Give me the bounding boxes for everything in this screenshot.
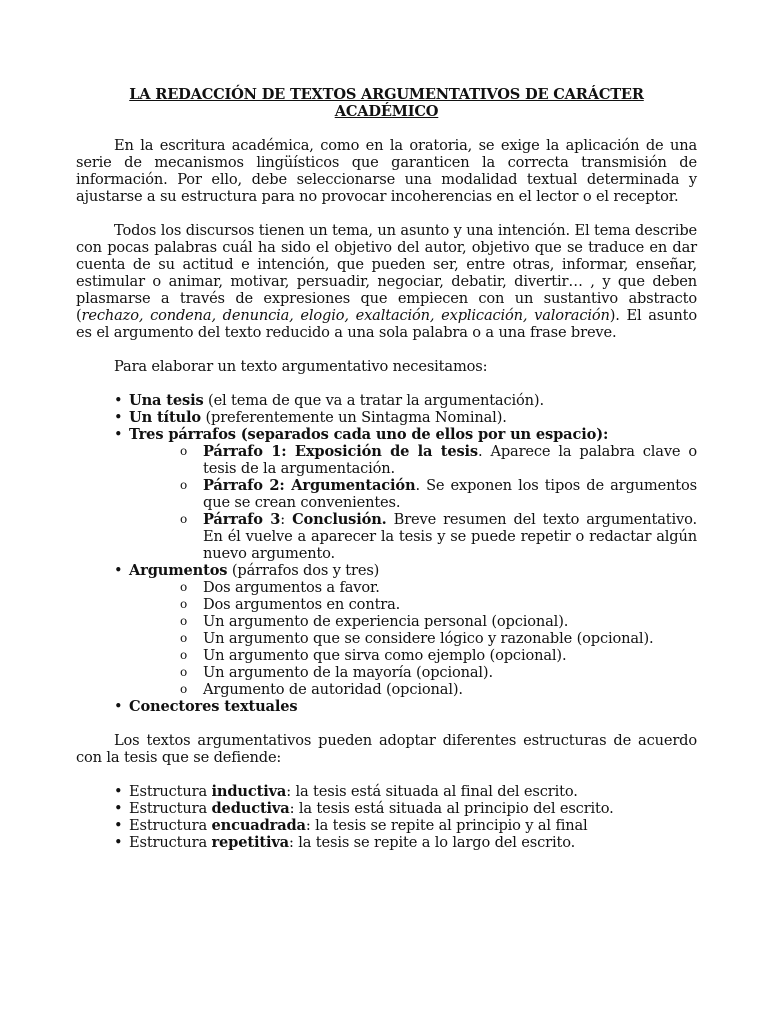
abstract-nouns-examples: rechazo, condena, denuncia, elogio, exaltación, explicación, valoración — [81, 307, 610, 324]
sublist-item: o Dos argumentos a favor. — [180, 579, 380, 596]
circle-bullet-icon: o — [180, 682, 188, 696]
sublist-item-parrafo-1: o Párrafo 1: Exposición de la tesis. Aparece la palabra clave o tesis de la argumentación. — [180, 443, 697, 477]
list-item-argumentos: • Argumentos (párrafos dos y tres) o Dos argumentos a favor. o Dos argumentos en contra. o Un argumento de experiencia personal (opcional). o Un argumento que se considere lógico y razonable (opcional). o Un argumento que sirva como ejemplo (opcional). o Un argumento de la mayoría (opcional). o Argumento de autoridad (opcional). — [76, 562, 697, 698]
circle-bullet-icon: o — [180, 512, 188, 526]
paragraph-necesitamos: Para elaborar un texto argumentativo necesitamos: — [114, 358, 488, 375]
paragraph-intro: En la escritura académica, como en la oratoria, se exige la aplicación de una serie de mecanismos lingüísticos que garanticen la correcta transmisión de información. Por ello, debe seleccionarse una modalidad textual determinada y ajustarse a su estructura para no provocar incoherencias en el lector o el receptor. — [76, 137, 697, 205]
list-item-tesis: • Una tesis (el tema de que va a tratar la argumentación). — [114, 392, 544, 409]
list-item-repetitiva: • Estructura repetitiva: la tesis se repite a lo largo del escrito. — [114, 834, 576, 851]
sublist-item: o Un argumento de experiencia personal (opcional). — [180, 613, 569, 630]
bullet-icon: • — [114, 426, 123, 443]
circle-bullet-icon: o — [180, 597, 188, 611]
circle-bullet-icon: o — [180, 665, 188, 679]
bullet-icon: • — [114, 409, 123, 426]
circle-bullet-icon: o — [180, 614, 188, 628]
list-item-parrafos: • Tres párrafos (separados cada uno de ellos por un espacio): o Párrafo 1: Exposición de la tesis. Aparece la palabra clave o tesis de la argumentación. o Párrafo 2: Argumentación. Se exponen los tipos de argumentos que se crean convenientes. o Párrafo 3: Conclusión. Breve resumen del texto argumentativo. En él vuelve a aparecer la tesis y se puede repetir o redactar algún nuevo argumento. — [76, 426, 697, 562]
paragraph-tema: Todos los discursos tienen un tema, un asunto y una intención. El tema describe con pocas palabras cuál ha sido el objetivo del autor, objetivo que se traduce en dar cuenta de su actitud e intención, que pueden ser, entre otras, informar, enseñar, estimular o animar, motivar, persuadir, negociar, debatir, divertir… , y que deben plasmarse a través de expresiones que empiecen con un sustantivo abstracto (rechazo, condena, denuncia, elogio, exaltación, explicación, valoración). El asunto es el argumento del texto reducido a una sola palabra o a una frase breve. — [76, 222, 697, 341]
structures-list — [76, 783, 697, 851]
circle-bullet-icon: o — [180, 631, 188, 645]
list-item-conectores: • Conectores textuales — [114, 698, 298, 715]
bullet-icon: • — [114, 392, 123, 409]
list-item-deductiva: • Estructura deductiva: la tesis está situada al principio del escrito. — [114, 800, 614, 817]
bullet-icon: • — [114, 783, 123, 800]
bullet-icon: • — [114, 800, 123, 817]
list-item-inductiva: • Estructura inductiva: la tesis está situada al final del escrito. — [114, 783, 578, 800]
circle-bullet-icon: o — [180, 580, 188, 594]
circle-bullet-icon: o — [180, 444, 188, 458]
sublist-item-parrafo-2: o Párrafo 2: Argumentación. Se exponen los tipos de argumentos que se crean convenientes. — [180, 477, 698, 511]
bullet-icon: • — [114, 834, 123, 851]
document-body — [76, 86, 697, 868]
circle-bullet-icon: o — [180, 648, 188, 662]
sublist-item: o Dos argumentos en contra. — [180, 596, 401, 613]
bullet-icon: • — [114, 698, 123, 715]
list-item-encuadrada: • Estructura encuadrada: la tesis se repite al principio y al final — [114, 817, 588, 834]
bullet-icon: • — [114, 817, 123, 834]
sublist-item-parrafo-3: o Párrafo 3: Conclusión. Breve resumen del texto argumentativo. En él vuelve a aparecer la tesis y se puede repetir o redactar algún nuevo argumento. — [180, 511, 697, 562]
sublist-item: o Un argumento de la mayoría (opcional). — [180, 664, 493, 681]
list-item-titulo: • Un título (preferentemente un Sintagma Nominal). — [114, 409, 507, 426]
parrafos-sublist — [129, 443, 697, 562]
sublist-item: o Argumento de autoridad (opcional). — [180, 681, 463, 698]
bullet-icon: • — [114, 562, 123, 579]
argumentos-sublist — [129, 579, 697, 698]
paragraph-estructuras: Los textos argumentativos pueden adoptar diferentes estructuras de acuerdo con la tesis que se defiende: — [76, 732, 697, 766]
circle-bullet-icon: o — [180, 478, 188, 492]
page-title: LA REDACCIÓN DE TEXTOS ARGUMENTATIVOS DE CARÁCTER ACADÉMICO — [129, 86, 644, 120]
requirements-list — [76, 392, 697, 715]
sublist-item: o Un argumento que se considere lógico y razonable (opcional). — [180, 630, 654, 647]
sublist-item: o Un argumento que sirva como ejemplo (opcional). — [180, 647, 567, 664]
